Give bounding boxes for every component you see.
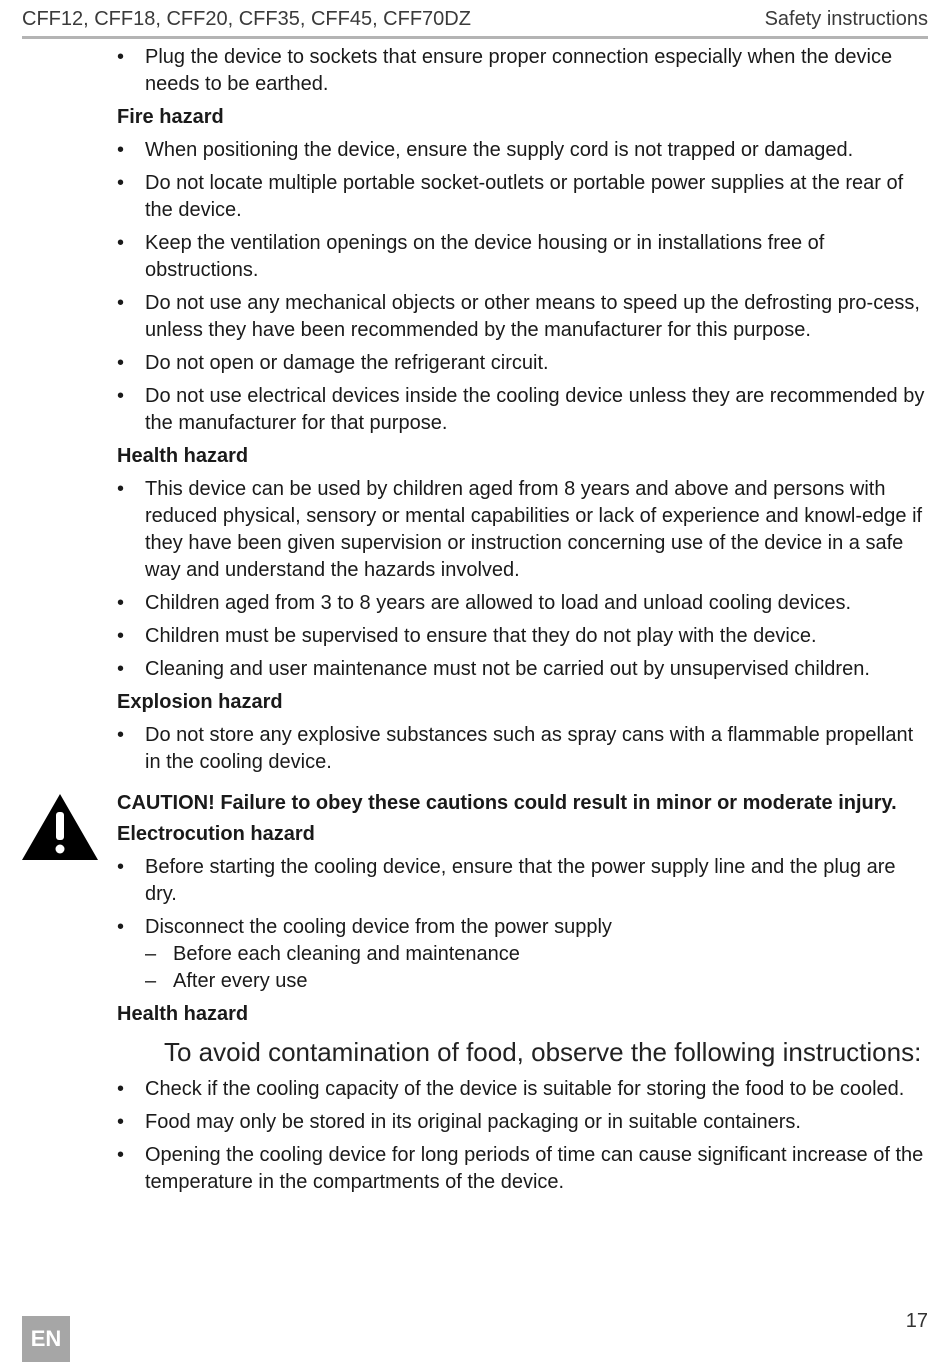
list-item	[117, 623, 928, 650]
list-item	[117, 656, 928, 683]
list-item	[117, 722, 928, 776]
language-badge: EN	[22, 1316, 70, 1362]
bullet: •	[117, 172, 125, 194]
item-text: Disconnect the cooling device from the power supply	[145, 916, 612, 938]
item-text: Do not locate multiple portable socket-outlets or portable power supplies at the rear of the device.	[145, 172, 904, 221]
warning-triangle-icon	[20, 792, 100, 862]
item-text: When positioning the device, ensure the supply cord is not trapped or damaged.	[145, 139, 854, 161]
bullet: •	[117, 385, 125, 407]
list-item	[117, 170, 928, 224]
list-item	[117, 914, 928, 941]
list-item	[117, 1142, 928, 1196]
bullet: •	[117, 856, 125, 878]
list-item	[117, 137, 928, 164]
bullet: •	[117, 658, 125, 680]
list-item	[117, 350, 928, 377]
bullet: •	[117, 592, 125, 614]
item-text: Keep the ventilation openings on the device housing or in installations free of obstructions.	[145, 232, 825, 281]
list-item	[117, 290, 928, 344]
bullet: •	[117, 625, 125, 647]
header-section: Safety instructions	[764, 8, 928, 30]
item-text: After every use	[173, 970, 308, 992]
sub-list-item	[117, 941, 928, 968]
header-rule	[22, 36, 928, 39]
list-item	[117, 383, 928, 437]
bullet: •	[117, 916, 125, 938]
page-body	[117, 44, 928, 1202]
list-item	[117, 476, 928, 584]
bullet: •	[117, 232, 125, 254]
bullet: •	[117, 478, 125, 500]
item-text: Before each cleaning and maintenance	[173, 943, 520, 965]
item-text: Do not use any mechanical objects or other means to speed up the defrosting pro-cess, unless they have been recommended by the manufacturer for this purpose.	[145, 292, 920, 341]
page-number: 17	[905, 1310, 928, 1332]
explosion-hazard-heading: Explosion hazard	[117, 691, 283, 713]
food-contamination-intro: To avoid contamination of food, observe the following instructions:	[164, 1037, 922, 1067]
list-item	[117, 854, 928, 908]
bullet: •	[117, 1111, 125, 1133]
item-text: Children aged from 3 to 8 years are allowed to load and unload cooling devices.	[145, 592, 851, 614]
dash: –	[145, 970, 157, 992]
fire-hazard-heading: Fire hazard	[117, 106, 224, 128]
item-text: Food may only be stored in its original packaging or in suitable containers.	[145, 1111, 801, 1133]
item-text: Check if the cooling capacity of the device is suitable for storing the food to be cooled.	[145, 1078, 905, 1100]
bullet: •	[117, 1078, 125, 1100]
bullet: •	[117, 139, 125, 161]
list-item	[117, 44, 928, 98]
item-text: Do not use electrical devices inside the cooling device unless they are recommended by the manufacturer for that purpose.	[145, 385, 925, 434]
item-text: Plug the device to sockets that ensure proper connection especially when the device needs to be earthed.	[145, 46, 893, 95]
item-text: Before starting the cooling device, ensure that the power supply line and the plug are dry.	[145, 856, 896, 905]
bullet: •	[117, 352, 125, 374]
dash: –	[145, 943, 157, 965]
bullet: •	[117, 1144, 125, 1166]
list-item	[117, 230, 928, 284]
item-text: Cleaning and user maintenance must not be carried out by unsupervised children.	[145, 658, 870, 680]
bullet: •	[117, 46, 125, 68]
health-hazard-heading-2: Health hazard	[117, 1003, 249, 1025]
list-item	[117, 1109, 928, 1136]
bullet: •	[117, 292, 125, 314]
item-text: Opening the cooling device for long periods of time can cause significant increase of the temperature in the compartments of the device.	[145, 1144, 924, 1193]
list-item	[117, 1076, 928, 1103]
header-models: CFF12, CFF18, CFF20, CFF35, CFF45, CFF70DZ	[22, 8, 471, 30]
bullet: •	[117, 724, 125, 746]
sub-list-item	[117, 968, 928, 995]
item-text: Do not open or damage the refrigerant circuit.	[145, 352, 549, 374]
item-text: Children must be supervised to ensure that they do not play with the device.	[145, 625, 817, 647]
list-item	[117, 590, 928, 617]
page-header	[22, 8, 928, 36]
health-hazard-heading: Health hazard	[117, 445, 249, 467]
electrocution-hazard-heading: Electrocution hazard	[117, 823, 315, 845]
item-text: This device can be used by children aged from 8 years and above and persons with reduced physical, sensory or mental capabilities or lack of experience and knowl-edge if they have been given supervision or instruction concerning use of the device in a safe way and understand the hazards involved.	[145, 478, 923, 581]
item-text: Do not store any explosive substances such as spray cans with a flammable propellant in the cooling device.	[145, 724, 914, 773]
caution-statement: CAUTION! Failure to obey these cautions could result in minor or moderate injury.	[117, 792, 897, 814]
